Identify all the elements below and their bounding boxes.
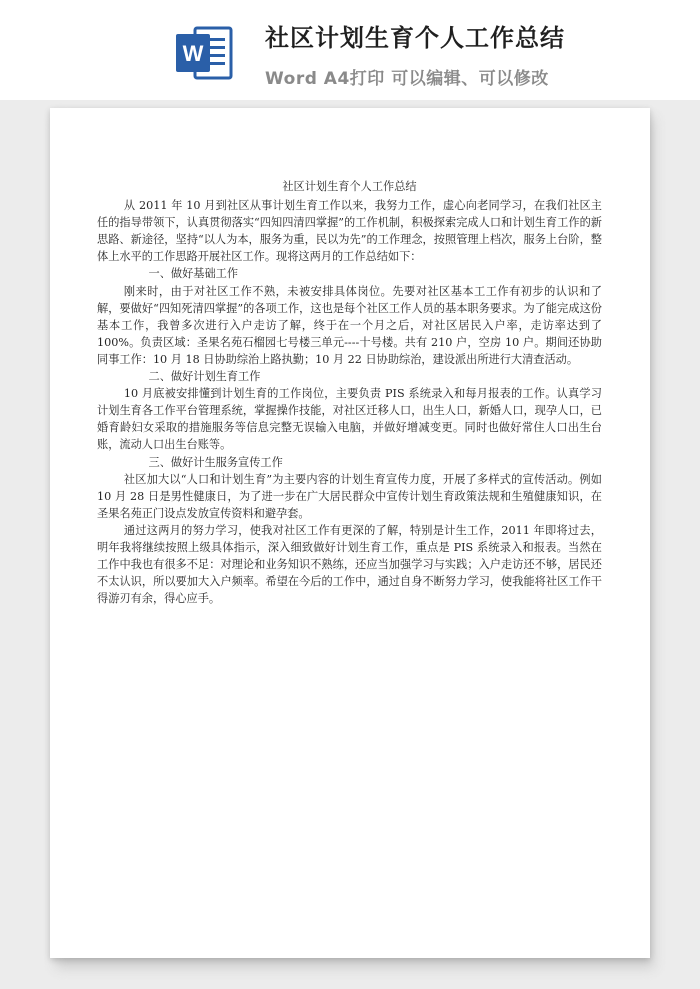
document-body xyxy=(97,178,602,607)
intro-paragraph: 从 2011 年 10 月到社区从事计划生育工作以来，我努力工作，虚心向老同学习，在我们社区主任的指导带领下，认真贯彻落实“四知四清四掌握”的工作机制，积极探索完成人口和计划生育工作的新思路、新途径，坚持“以人为本，服务为重，民以为先”的工作理念，按照管理上档次，服务上台阶，整体上水平的工作思路开展社区工作。现将这两月的工作总结如下： xyxy=(97,199,602,264)
document-title: 社区计划生育个人工作总结 xyxy=(282,180,417,193)
section-3-body: 社区加大以“人口和计划生育”为主要内容的计划生育宣传力度，开展了多样式的宣传活动。例如 10 月 28 日是男性健康日，为了进一步在广大居民群众中宣传计划生育政策法规和生殖健康知识，在圣果名苑正门设点发放宣传资料和避孕套。 xyxy=(97,472,602,520)
section-3-heading: 三、做好计生服务宣传工作 xyxy=(148,455,283,469)
section-1-body: 刚来时，由于对社区工作不熟，未被安排具体岗位。先要对社区基本工工作有初步的认识和了解，要做好“四知死清四掌握”的各项工作，这也是每个社区工作人员的基本职务要求。为了能完成这份基本工作，我曾多次进行入户走访了解，终于在一个月之后，对社区居民入户率，走访率达到了 100%。负责区域：圣果名苑石榴园七号楼三单元----十号楼。共有 210 户，空房 10 户。期间还协助同事工作：10 月 18 日协助综治上路执勤；10 月 22 日协助综治，建设派出所进行大清查活动。 xyxy=(97,284,602,366)
header-banner xyxy=(0,0,700,100)
section-1-heading: 一、做好基础工作 xyxy=(148,267,239,281)
conclusion-paragraph: 通过这两月的努力学习，使我对社区工作有更深的了解，特别是计生工作，2011 年即将过去，明年我将继续按照上级具体指示，深入细致做好计划生育工作，重点是 PIS 系统录入和报表。当然在工作中我也有很多不足：对理论和业务知识不熟练，还应当加强学习与实践；入户走访还不够，居民还不太认识，所以要加大入户频率。希望在今后的工作中，通过自身不断努力学习，使我能将社区工作干得游刃有余，得心应手。 xyxy=(97,523,602,606)
section-2-heading: 二、做好计划生育工作 xyxy=(148,370,261,384)
word-document-icon xyxy=(173,22,235,84)
header-subtitle: Word A4打印 可以编辑、可以修改 xyxy=(265,69,549,89)
header-title: 社区计划生育个人工作总结 xyxy=(265,24,565,52)
word-icon-letter: W xyxy=(182,41,204,66)
section-2-body: 10 月底被安排懂到计划生育的工作岗位，主要负责 PIS 系统录入和每月报表的工作。认真学习计划生育各工作平台管理系统，掌握操作技能，对社区迁移人口，出生人口，新婚人口，现孕人口，已婚育龄妇女采取的措施服务等信息完整无误输入电脑，并做好增减变更。同时也做好常住人口出生台账，流动人口出生台账等。 xyxy=(97,387,602,452)
